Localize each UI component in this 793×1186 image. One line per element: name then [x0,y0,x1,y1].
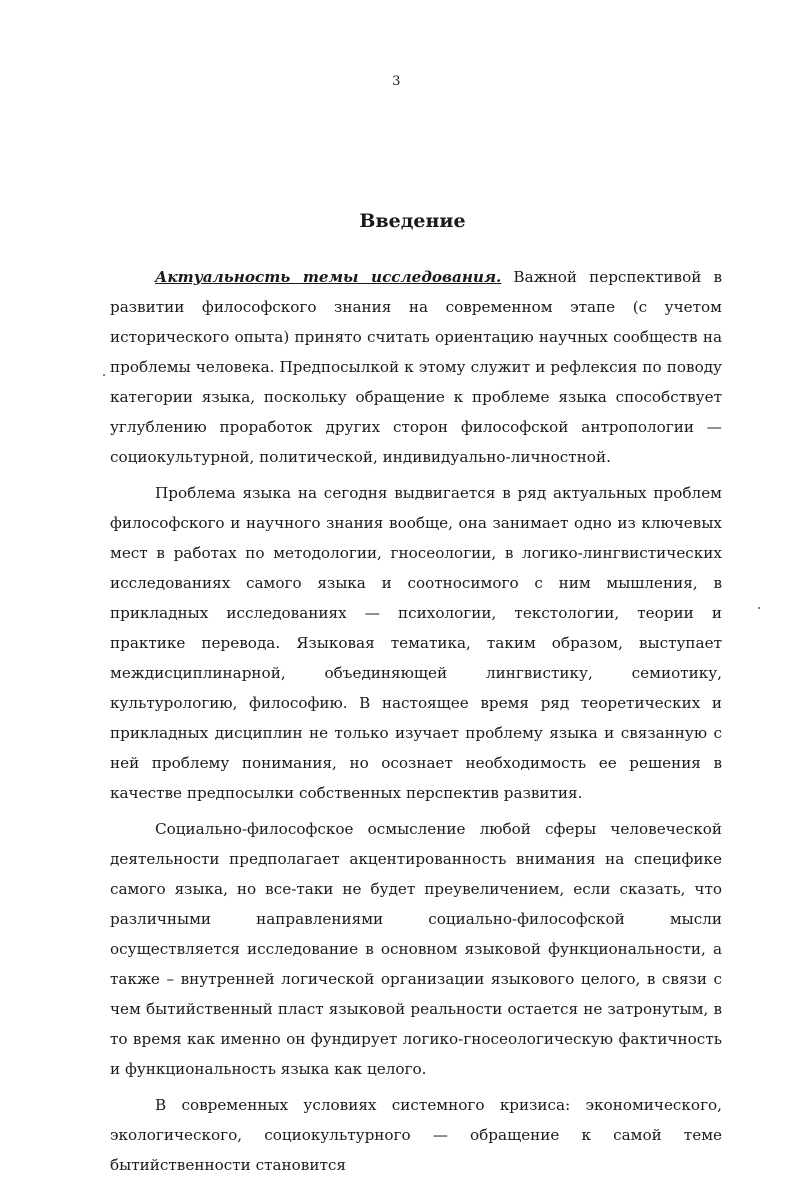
page-number: 3 [392,74,401,89]
paragraph: Социально-философское осмысление любой сферы человеческой деятельности предполагает акцентированность внимания на специфике самого языка, но все-таки не будет преувеличением, если сказать, что различными направлениями социально-философской мысли осуществляется исследование в основном языковой функциональности, а также – внутренней логической организации языкового целого, в связи с чем бытийственный пласт языковой реальности остается не затронутым, в то время как именно он фундирует логико-гносеологическую фактичность и функциональность языка как целого. [110,820,722,1078]
scan-speck [103,374,105,376]
paragraph: Проблема языка на сегодня выдвигается в ряд актуальных проблем философского и научного знания вообще, она занимает одно из ключевых мест в работах по методологии, гносеологии, в логико-лингвистических исследованиях самого языка и соотносимого с ним мышления, в прикладных исследованиях — психологии, текстологии, теории и практике перевода. Языковая тематика, таким образом, выступает междисциплинарной, объединяющей лингвистику, семиотику, культурологию, философию. В настоящее время ряд теоретических и прикладных дисциплин не только изучает проблему языка и связанную с ней проблему понимания, но осознает необходимость ее решения в качестве предпосылки собственных перспектив развития. [110,484,722,802]
scan-speck [758,607,760,609]
paragraph-text: Важной перспективой в развитии философского знания на современном этапе (с учетом исторического опыта) принято считать ориентацию научных сообществ на проблемы человека. Предпосылкой к этому служит и рефлексия по поводу категории языка, поскольку обращение к проблеме языка способствует углублению проработок других сторон философской антропологии — социокультурной, политической, индивидуально-личностной. [110,268,722,466]
paragraph: В современных условиях системного кризиса: экономического, экологического, социокультурного — обращение к самой теме бытийственности становится [110,1096,722,1174]
body-text [110,262,722,1186]
paragraph-relevance [110,262,722,472]
paragraph-lead: Актуальность темы исследования. [155,268,502,286]
section-heading: Введение [359,210,466,232]
